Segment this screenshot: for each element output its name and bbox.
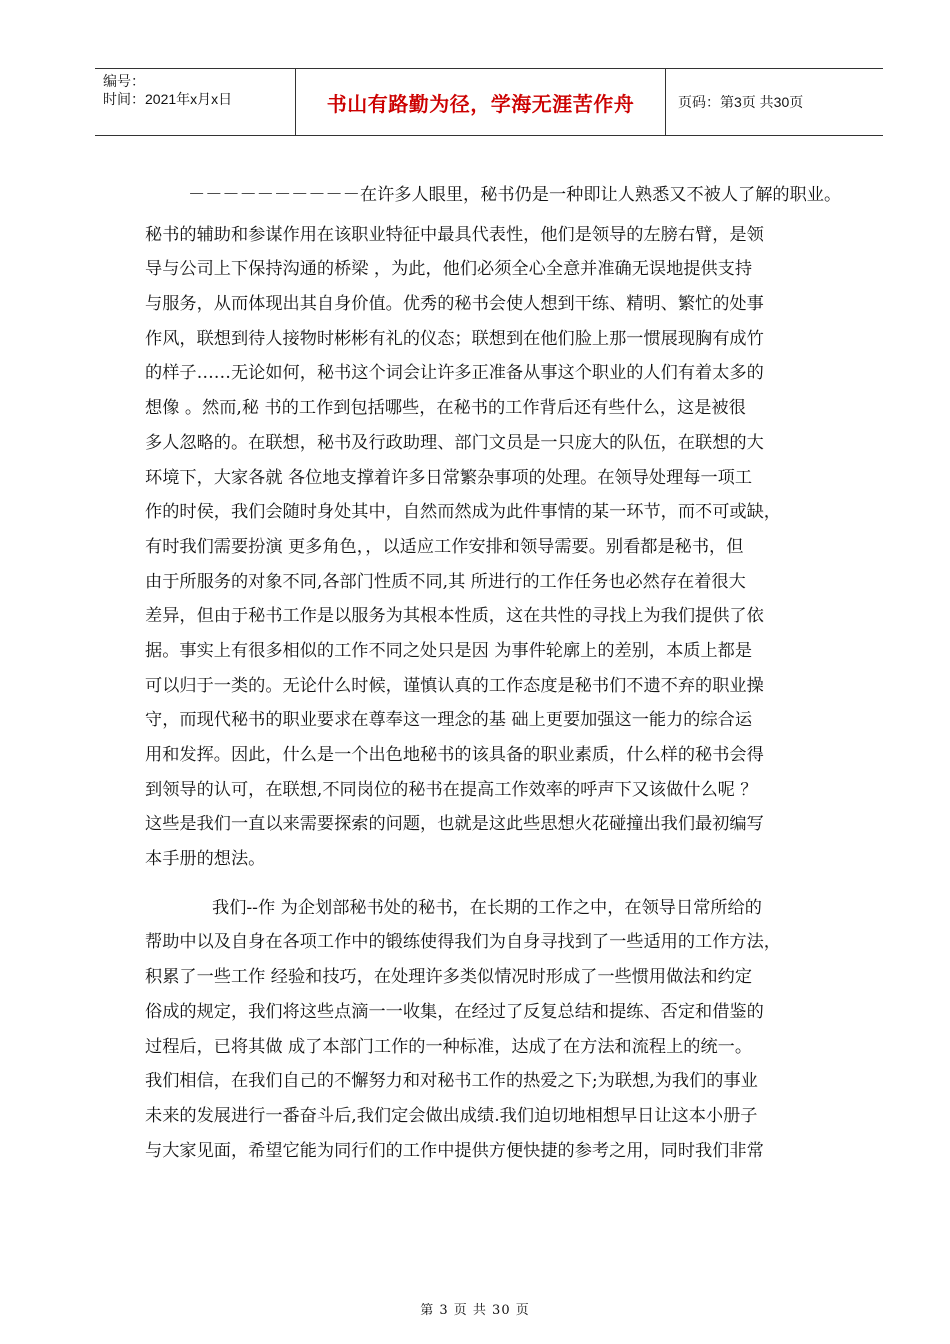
page-footer [0, 1299, 950, 1318]
body-line: －－－－－－－－－－在许多人眼里，秘书仍是一种即让人熟悉又不被人了解的职业。 [188, 185, 842, 205]
body-line: 我们--作 为企划部秘书处的秘书，在长期的工作之中，在领导日常所给的 [212, 897, 762, 918]
body-line: 多人忽略的。在联想，秘书及行政助理、部门文员是一只庞大的队伍，在联想的大 [145, 432, 764, 453]
body-line: 到领导的认可，在联想,不同岗位的秘书在提高工作效率的呼声下又该做什么呢 ？ [145, 779, 758, 800]
body-line: 这些是我们一直以来需要探索的问题，也就是这此些思想火花碰撞出我们最初编写 [145, 814, 764, 835]
footer-page-number: 第 3 页 共 30 页 [420, 1303, 530, 1318]
body-line: 有时我们需要扮演 更多角色，，以适应工作安排和领导需要。别看都是秘书，但 [145, 536, 744, 557]
body-line: 秘书的辅助和参谋作用在该职业特征中最具代表性，他们是领导的左膀右臂，是领 [145, 224, 764, 245]
body-line: 作的时侯，我们会随时身处其中，自然而然成为此件事情的某一环节，而不可或缺， [145, 502, 781, 523]
body-line: 我们相信，在我们自己的不懈努力和对秘书工作的热爱之下;为联想,为我们的事业 [145, 1071, 758, 1092]
body-line: 差异，但由于秘书工作是以服务为其根本性质，这在共性的寻找上为我们提供了依 [145, 606, 764, 627]
page-header [95, 68, 883, 136]
header-page-info: 页码：第3页 共30页 [678, 94, 804, 110]
header-motto: 书山有路勤为径，学海无涯苦作舟 [326, 91, 635, 116]
body-line: 想像 。然而,秘 书的工作到包括哪些，在秘书的工作背后还有些什么，这是被很 [145, 398, 746, 419]
body-line: 守，而现代秘书的职业要求在尊奉这一理念的基 础上更要加强这一能力的综合运 [145, 710, 753, 731]
body-line: 用和发挥。因此，什么是一个出色地秘书的该具备的职业素质，什么样的秘书会得 [145, 745, 764, 765]
body-line: 未来的发展进行一番奋斗后,我们定会做出成绩.我们迫切地相想早日让这本小册子 [145, 1105, 758, 1126]
body-line: 据。事实上有很多相似的工作不同之处只是因 为事件轮廓上的差别，本质上都是 [145, 640, 753, 661]
body-line: 环境下，大家各就 各位地支撑着许多日常繁杂事项的处理。在领导处理每一项工 [145, 467, 753, 488]
body-line: 的样子……无论如何，秘书这个词会让许多正准备从事这个职业的人们有着太多的 [145, 363, 764, 384]
body-line: 作风，联想到待人接物时彬彬有礼的仪态；联想到在他们脸上那一惯展现胸有成竹 [145, 328, 764, 349]
document-code-label: 编号： [103, 73, 145, 89]
body-line: 与大家见面，希望它能为同行们的工作中提供方便快捷的参考之用，同时我们非常 [145, 1140, 764, 1161]
header-meta [95, 69, 296, 135]
body-line: 本手册的想法。 [145, 849, 266, 870]
body-line: 积累了一些工作 经验和技巧，在处理许多类似情况时形成了一些惯用做法和约定 [145, 967, 753, 988]
document-body [145, 178, 845, 1168]
body-line: 帮助中以及自身在各项工作中的锻练使得我们为自身寻找到了一些适用的工作方法， [145, 932, 781, 953]
document-time-label: 时间：2021年x月x日 [103, 91, 233, 107]
header-page-info-cell [666, 69, 883, 135]
body-line: 与服务，从而体现出其自身价值。优秀的秘书会使人想到干练、精明、繁忙的处事 [145, 294, 764, 315]
body-line: 俗成的规定，我们将这些点滴一一收集，在经过了反复总结和提练、否定和借鉴的 [145, 1001, 764, 1022]
body-line: 导与公司上下保持沟通的桥梁 ，为此，他们必须全心全意并准确无误地提供支持 [145, 259, 753, 280]
body-line: 由于所服务的对象不同,各部门性质不同,其 所进行的工作任务也必然存在着很大 [145, 571, 746, 592]
header-motto-cell [296, 69, 666, 135]
body-line: 过程后，已将其做 成了本部门工作的一种标准，达成了在方法和流程上的统一。 [145, 1036, 753, 1057]
body-line: 可以归于一类的。无论什么时候，谨慎认真的工作态度是秘书们不遗不弃的职业操 [145, 675, 764, 696]
